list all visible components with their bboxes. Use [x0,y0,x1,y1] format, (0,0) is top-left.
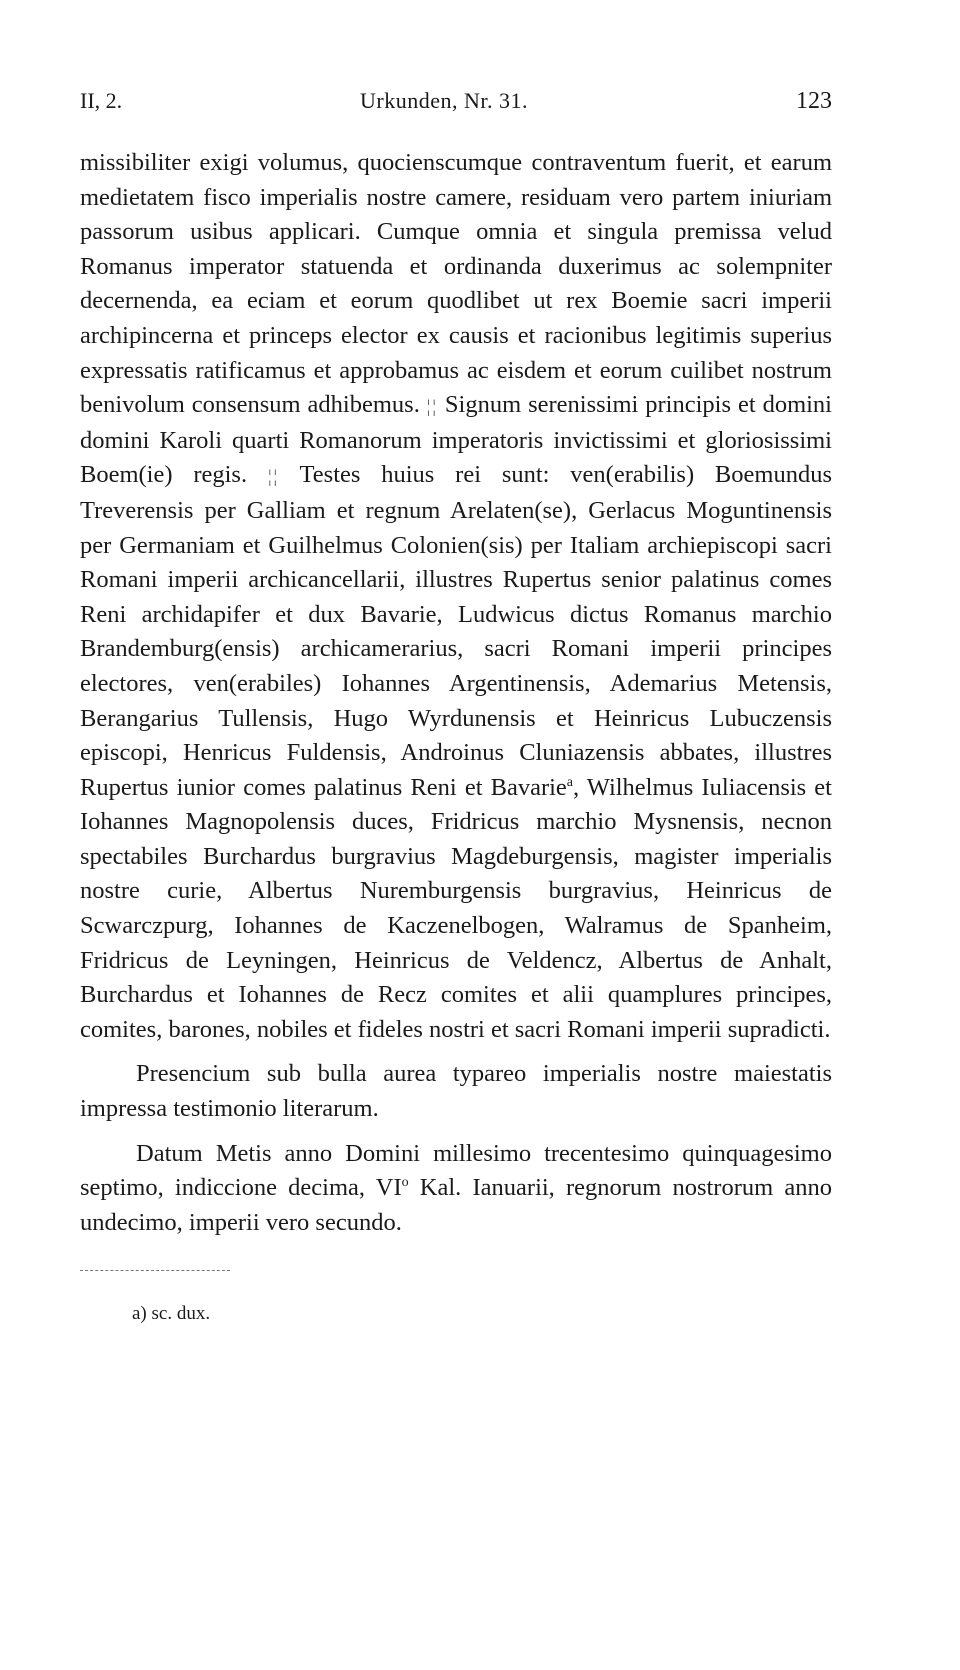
superscript-mark: o [401,1175,409,1191]
text-segment: Presencium sub bulla aurea typareo imperialis nostre maiestatis impressa testimonio literarum. [80,1060,832,1123]
footnote-divider [80,1270,230,1271]
text-segment: Testes huius rei sunt: ven(erabilis) Boemundus Treverensis per Galliam et regnum Arelaten(se), Gerlacus Moguntinensis per Germaniam et Guilhelmus Colonien(sis) per Italiam archiepiscopi sacri Romani imperii archicancellarii, illustres Rupertus senior palatinus comes Reni archidapifer et dux Bavarie, Ludwicus dictus Romanus marchio Brandemburg(ensis) archicamerarius, sacri Romani imperii principes electores, ven(erabiles) Iohannes Argentinensis, Ademarius Metensis, Berangarius Tullensis, Hugo Wyrdunensis et Heinricus Lubuczensis episcopi, Henricus Fuldensis, Androinus Cluniazensis abbates, illustres Rupertus iunior comes palatinus Reni et Bavarie [80,461,832,801]
text-segment: Datum Metis anno Domini millesimo trecentesimo quinquagesimo septimo, indiccione decima, VI [80,1139,832,1202]
section-number: II, 2. [80,88,123,113]
line-separator-mark: ¦¦ [426,396,438,417]
document-page [80,88,832,1325]
paragraph [80,1137,832,1241]
text-segment: Kal. Ianuarii, regnorum nostrorum anno undecimo, imperii vero secundo. [80,1174,832,1236]
text-segment: missibiliter exigi volumus, quocienscumque contraventum fuerit, et earum medietatem fisco imperialis nostre camere, residuam vero partem iniuriam passorum usibus applicari. Cumque omnia et singula premissa velud Romanus imperator statuenda et ordinanda duxerimus ac solempniter decernenda, ea eciam et eorum quodlibet ut rex Boemie sacri imperii archipincerna et princeps elector ex causis et racionibus legitimis superius expressatis ratificamus et approbamus ac eisdem et eorum cuilibet nostrum benivolum consensum adhibemus. [80,149,832,419]
text-segment: Signum serenissimi principis et domini domini Karoli quarti Romanorum imperatoris invictissimi et gloriosissimi Boem(ie) regis. [80,391,832,489]
paragraph [80,1057,832,1126]
body-text [80,146,832,1240]
document-title: Urkunden, Nr. 31. [360,88,528,113]
running-head [80,88,832,128]
page-number: 123 [796,88,832,114]
line-separator-mark: ¦¦ [267,466,280,487]
paragraph [80,146,832,1047]
superscript-mark: a [566,774,574,790]
text-segment: , Wilhelmus Iuliacensis et Iohannes Magnopolensis duces, Fridricus marchio Mysnensis, necnon spectabiles Burchardus burgravius Magdeburgensis, magister imperialis nostre curie, Albertus Nuremburgensis burgravius, Heinricus de Scwarczpurg, Iohannes de Kaczenelbogen, Walramus de Spanheim, Fridricus de Leyningen, Heinricus de Veldencz, Albertus de Anhalt, Burchardus et Iohannes de Recz comites et alii quamplures principes, comites, barones, nobiles et fideles nostri et sacri Romani imperii supradicti. [80,773,832,1043]
footnote: a) sc. dux. [132,1303,211,1325]
